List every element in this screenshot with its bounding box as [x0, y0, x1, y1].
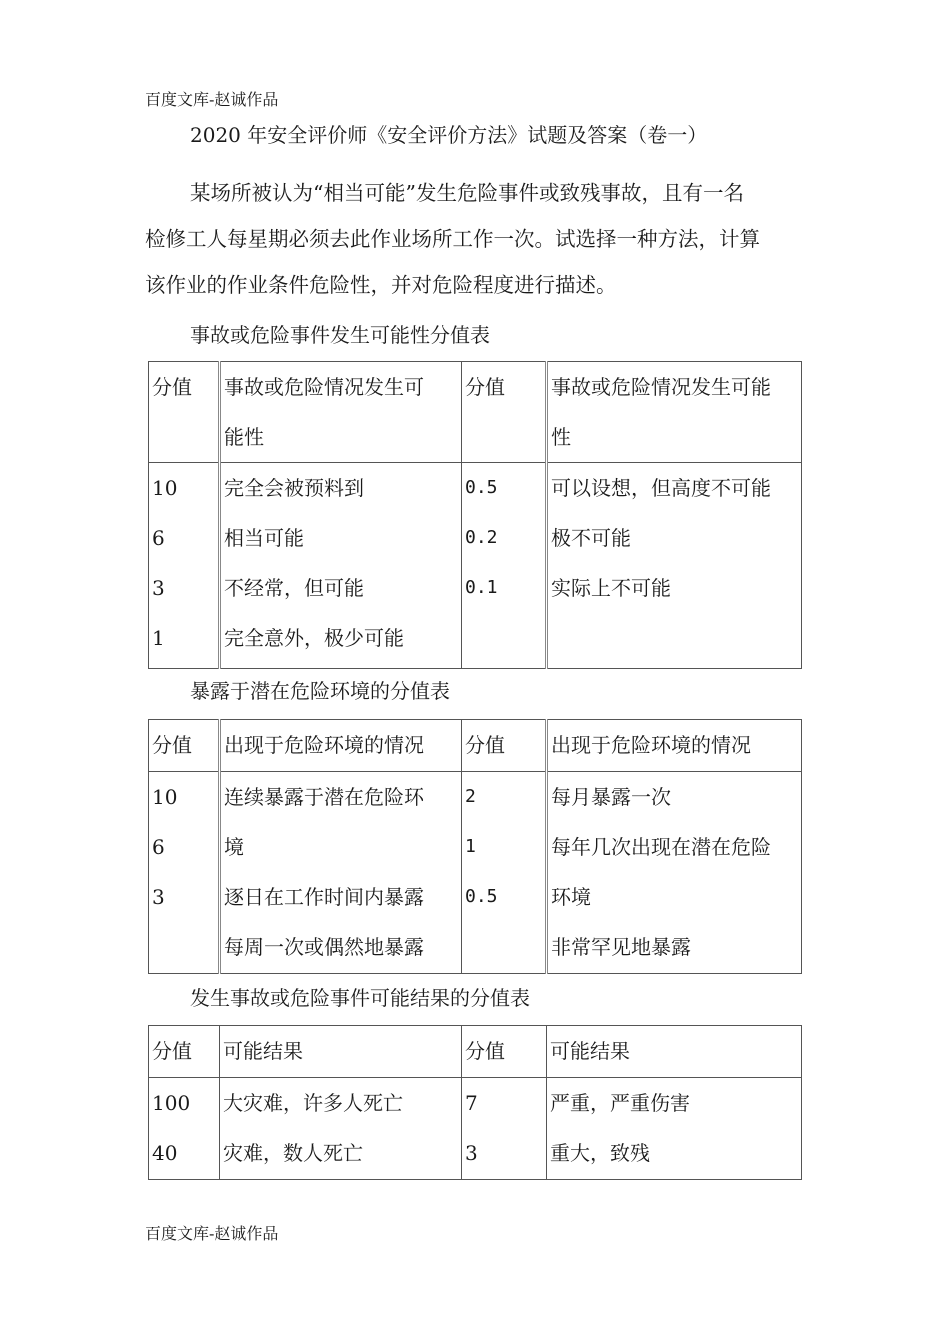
header-cell: 可能结果 — [547, 1026, 802, 1078]
exposure-table — [148, 719, 802, 974]
question-line: 某场所被认为“相当可能”发生危险事件或致残事故，且有一名 — [190, 181, 744, 205]
description-column: 大灾难，许多人死亡 灾难，数人死亡 — [220, 1078, 462, 1180]
description-column: 连续暴露于潜在危险环 境 逐日在工作时间内暴露 每周一次或偶然地暴露 — [220, 772, 462, 974]
description-column: 可以设想，但高度不可能 极不可能 实际上不可能 — [547, 463, 802, 669]
page-header: 百度文库-赵诚作品 — [145, 90, 279, 109]
table-row — [149, 772, 802, 974]
table-row — [149, 1078, 802, 1180]
score-column: 100 40 — [149, 1078, 220, 1180]
score-column: 0.5 0.2 0.1 — [462, 463, 547, 669]
table-header-row — [149, 362, 802, 463]
consequence-table — [148, 1025, 802, 1180]
header-cell: 可能结果 — [220, 1026, 462, 1078]
header-cell: 分值 — [462, 720, 547, 772]
description-column: 完全会被预料到 相当可能 不经常，但可能 完全意外，极少可能 — [220, 463, 462, 669]
description-column: 严重，严重伤害 重大，致残 — [547, 1078, 802, 1180]
header-cell: 出现于危险环境的情况 — [547, 720, 802, 772]
header-cell: 分值 — [149, 720, 220, 772]
header-cell: 分值 — [149, 1026, 220, 1078]
table-row — [149, 463, 802, 669]
score-column: 10 6 3 — [149, 772, 220, 974]
header-cell: 分值 — [462, 362, 547, 463]
description-column: 每月暴露一次 每年几次出现在潜在危险 环境 非常罕见地暴露 — [547, 772, 802, 974]
page-footer: 百度文库-赵诚作品 — [145, 1224, 279, 1243]
table2-caption: 暴露于潜在危险环境的分值表 — [190, 679, 450, 703]
table-header-row — [149, 1026, 802, 1078]
header-cell: 事故或危险情况发生可能 性 — [547, 362, 802, 463]
table3-caption: 发生事故或危险事件可能结果的分值表 — [190, 986, 530, 1010]
document-title: 2020 年安全评价师《安全评价方法》试题及答案（卷一） — [190, 123, 708, 147]
score-column: 7 3 — [462, 1078, 547, 1180]
header-cell: 分值 — [462, 1026, 547, 1078]
header-cell: 事故或危险情况发生可 能性 — [220, 362, 462, 463]
header-cell: 分值 — [149, 362, 220, 463]
table1-caption: 事故或危险事件发生可能性分值表 — [190, 323, 490, 347]
table-header-row — [149, 720, 802, 772]
probability-table — [148, 361, 802, 669]
question-line: 该作业的作业条件危险性，并对危险程度进行描述。 — [145, 273, 617, 297]
question-line: 检修工人每星期必须去此作业场所工作一次。试选择一种方法，计算 — [145, 227, 760, 251]
header-cell: 出现于危险环境的情况 — [220, 720, 462, 772]
question-paragraph — [145, 170, 815, 308]
score-column: 10 6 3 1 — [149, 463, 220, 669]
score-column: 2 1 0.5 — [462, 772, 547, 974]
